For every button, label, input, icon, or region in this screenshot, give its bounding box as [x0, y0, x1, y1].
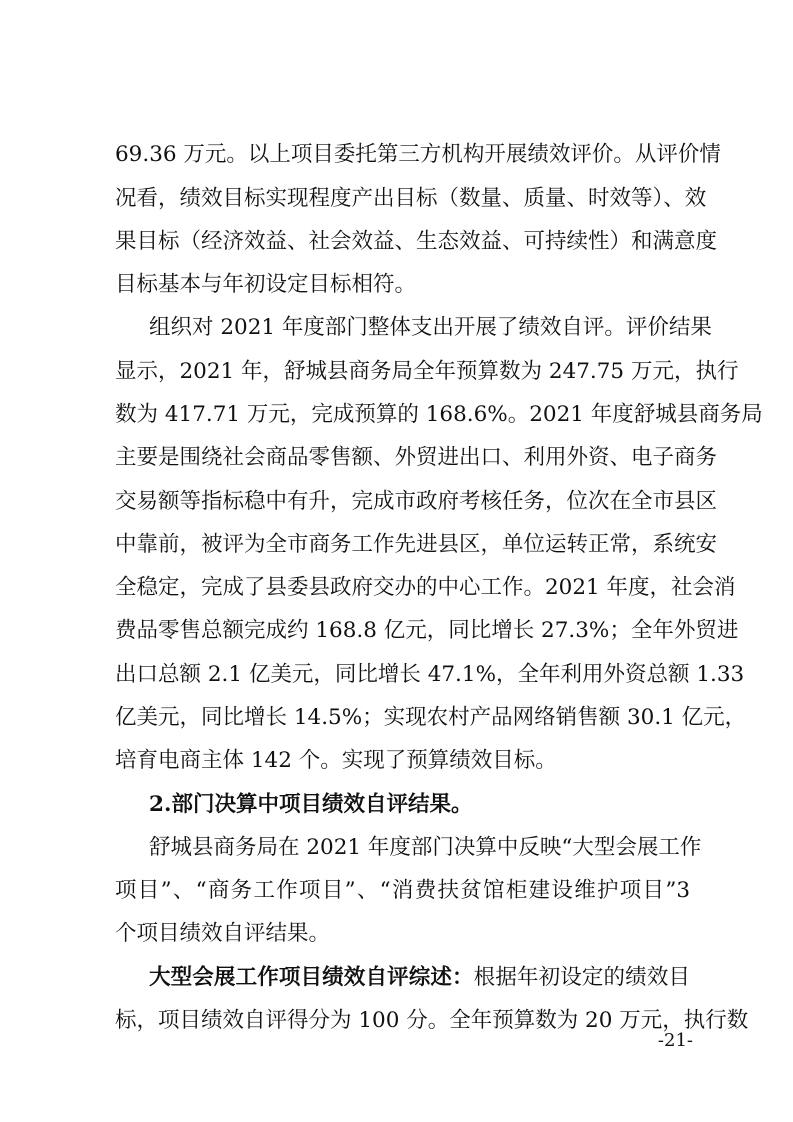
- paragraph-2-line-6: 中靠前，被评为全市商务工作先进县区，单位运转正常，系统安: [115, 532, 718, 557]
- paragraph-4-line-1-rest: 根据年初设定的绩效目: [473, 965, 690, 990]
- paragraph-1-line-4: 目标基本与年初设定目标相符。: [115, 272, 417, 297]
- page-number: -21-: [657, 1030, 693, 1051]
- paragraph-2-line-8: 费品零售总额完成约 168.8 亿元，同比增长 27.3%；全年外贸进: [115, 618, 739, 643]
- section-heading-2: 2.部门决算中项目绩效自评结果。: [149, 792, 473, 817]
- paragraph-2-line-4: 主要是围绕社会商品零售额、外贸进出口、利用外资、电子商务: [115, 445, 718, 470]
- paragraph-3-line-1: 舒城县商务局在 2021 年度部门决算中反映“大型会展工作: [149, 835, 702, 860]
- paragraph-1-line-2: 况看，绩效目标实现程度产出目标（数量、质量、时效等）、效: [115, 186, 707, 211]
- paragraph-2-line-1: 组织对 2021 年度部门整体支出开展了绩效自评。评价结果: [149, 315, 712, 340]
- paragraph-2-line-10: 亿美元，同比增长 14.5%；实现农村产品网络销售额 30.1 亿元，: [115, 705, 747, 730]
- paragraph-1-line-3: 果目标（经济效益、社会效益、生态效益、可持续性）和满意度: [115, 229, 718, 254]
- paragraph-4-line-1: [149, 958, 690, 998]
- paragraph-1-line-1: 69.36 万元。以上项目委托第三方机构开展绩效评价。从评价情: [115, 142, 721, 167]
- paragraph-3-line-2: 项目”、“商务工作项目”、“消费扶贫馆柜建设维护项目”3: [115, 878, 690, 903]
- paragraph-2-line-3: 数为 417.71 万元，完成预算的 168.6%。2021 年度舒城县商务局: [115, 402, 763, 427]
- paragraph-4-bold-lead: 大型会展工作项目绩效自评综述：: [149, 965, 474, 990]
- paragraph-2-line-9: 出口总额 2.1 亿美元，同比增长 47.1%，全年利用外资总额 1.33: [115, 662, 745, 687]
- paragraph-2-line-11: 培育电商主体 142 个。实现了预算绩效目标。: [115, 748, 557, 773]
- paragraph-2-line-2: 显示，2021 年，舒城县商务局全年预算数为 247.75 万元，执行: [115, 359, 739, 384]
- paragraph-3-line-3: 个项目绩效自评结果。: [115, 921, 331, 946]
- paragraph-4-line-2: 标，项目绩效自评得分为 100 分。全年预算数为 20 万元，执行数: [115, 1008, 749, 1033]
- paragraph-2-line-7: 全稳定，完成了县委县政府交办的中心工作。2021 年度，社会消: [115, 575, 736, 600]
- paragraph-2-line-5: 交易额等指标稳中有升，完成市政府考核任务，位次在全市县区: [115, 489, 718, 514]
